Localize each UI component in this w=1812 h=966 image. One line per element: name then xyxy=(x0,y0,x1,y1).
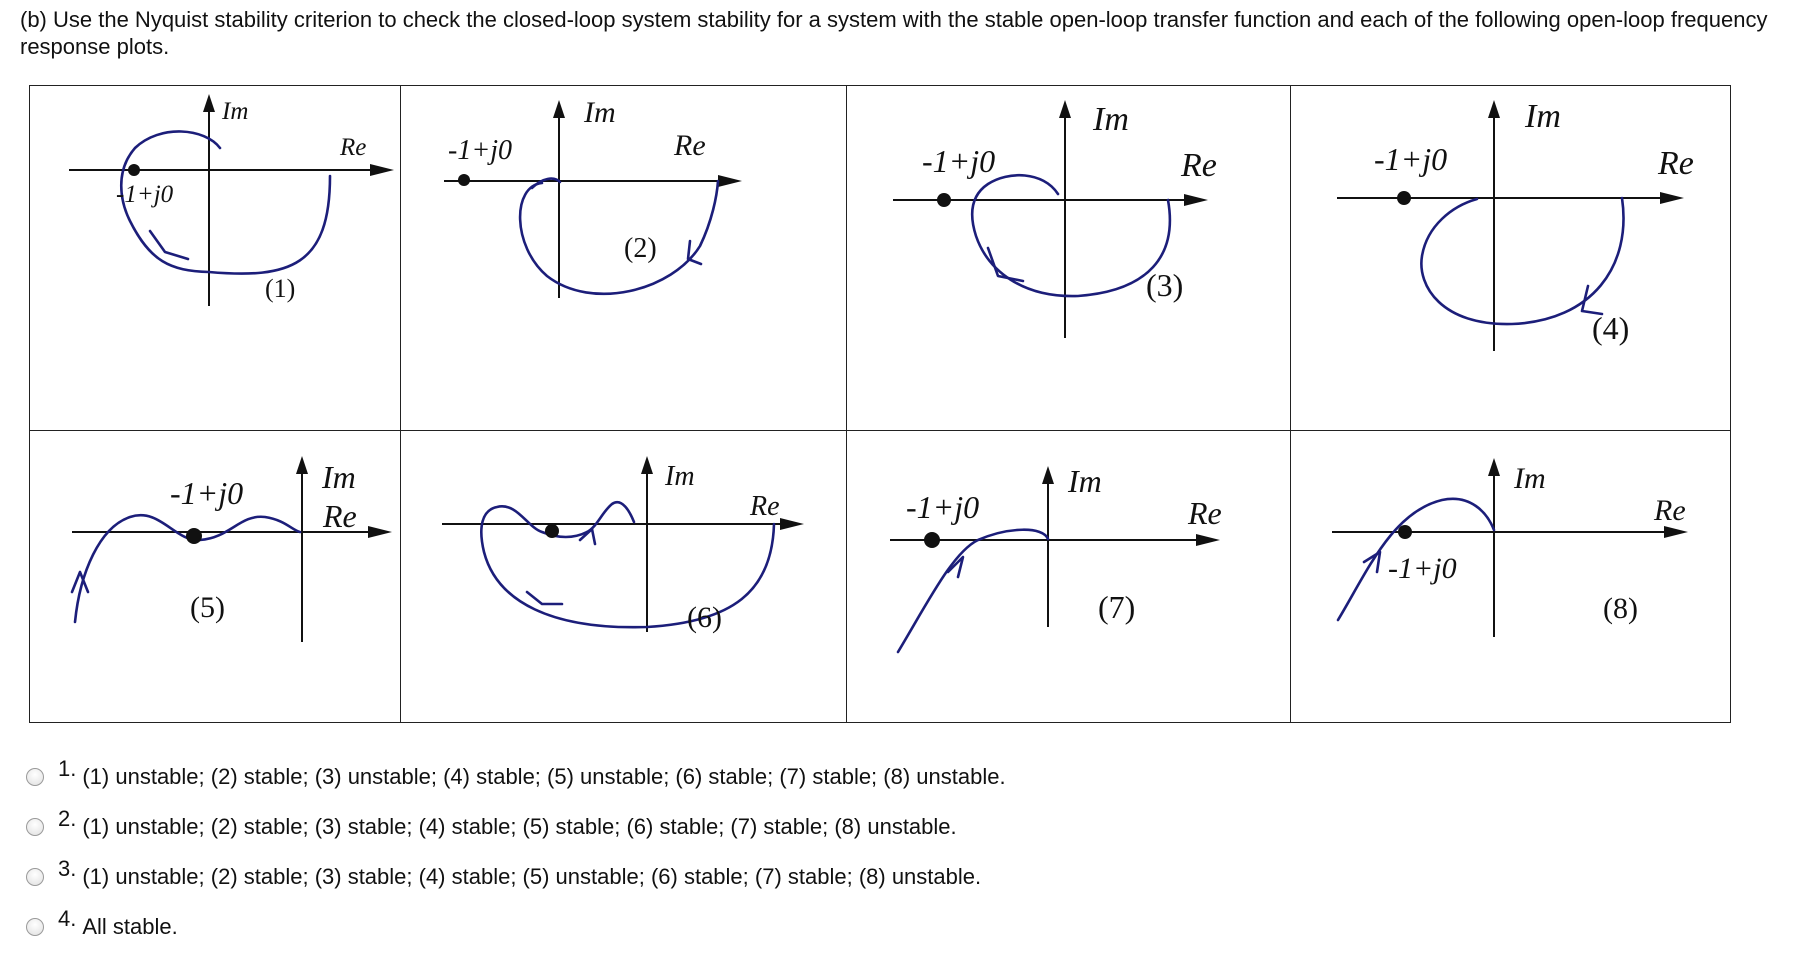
plot-5-im-label: Im xyxy=(322,459,356,495)
plot-7-number: (7) xyxy=(1098,589,1136,625)
plot-5-svg xyxy=(30,432,400,723)
option-number: 3. xyxy=(58,856,77,881)
plot-5-re-label: Re xyxy=(323,498,357,534)
radio-button[interactable] xyxy=(26,918,44,936)
nyquist-plot-3 xyxy=(848,86,1290,430)
plot-7-critical-point xyxy=(924,532,940,548)
plot-2-number: (2) xyxy=(624,233,657,264)
plot-8-re-label: Re xyxy=(1654,494,1686,527)
plot-3-number: (3) xyxy=(1146,267,1184,303)
nyquist-plot-4 xyxy=(1292,86,1731,430)
answer-option-1[interactable] xyxy=(26,752,1426,802)
plot-1-number: (1) xyxy=(265,274,296,303)
nyquist-plot-5 xyxy=(30,432,400,723)
plot-3-critical-point xyxy=(937,193,951,207)
plot-4-number: (4) xyxy=(1592,310,1630,346)
plot-6-number: (6) xyxy=(687,601,722,634)
radio-button[interactable] xyxy=(26,818,44,836)
plot-4-re-label: Re xyxy=(1658,145,1694,182)
radio-button[interactable] xyxy=(26,768,44,786)
plot-7-im-label: Im xyxy=(1068,463,1102,499)
option-text: (1) unstable; (2) stable; (3) stable; (4) stable; (5) unstable; (6) stable; (7) stable; (8) unstable. xyxy=(82,864,982,889)
question-text: (b) Use the Nyquist stability criterion to check the closed-loop system stability for a system with the stable open-loop transfer function and each of the following open-loop frequency response plots. xyxy=(20,7,1768,59)
nyquist-plot-2 xyxy=(402,86,846,430)
nyquist-plot-7 xyxy=(848,432,1290,723)
nyquist-plot-grid xyxy=(29,85,1731,723)
option-text: All stable. xyxy=(82,914,178,939)
plot-3-re-label: Re xyxy=(1181,147,1217,184)
plot-2-im-label: Im xyxy=(584,96,616,129)
plot-6-svg xyxy=(402,432,846,723)
grid-divider xyxy=(30,430,1730,431)
grid-divider xyxy=(1290,86,1291,722)
plot-8-number: (8) xyxy=(1603,592,1638,625)
plot-5-point-label: -1+j0 xyxy=(170,475,244,511)
option-number: 4. xyxy=(58,906,77,931)
plot-5-critical-point xyxy=(186,528,202,544)
answer-options xyxy=(26,752,1426,952)
plot-1-svg xyxy=(30,86,400,430)
answer-option-2[interactable] xyxy=(26,802,1426,852)
plot-1-re-label: Re xyxy=(340,134,367,161)
grid-divider xyxy=(846,86,847,722)
nyquist-plot-8 xyxy=(1292,432,1731,723)
answer-option-3[interactable] xyxy=(26,852,1426,902)
plot-6-critical-point xyxy=(545,524,559,538)
nyquist-plot-6 xyxy=(402,432,846,723)
grid-divider xyxy=(400,86,401,722)
plot-7-re-label: Re xyxy=(1188,495,1222,531)
plot-8-critical-point xyxy=(1398,525,1412,539)
plot-6-re-label: Re xyxy=(750,491,780,522)
plot-3-point-label: -1+j0 xyxy=(922,143,996,179)
plot-2-svg xyxy=(402,86,846,430)
plot-2-re-label: Re xyxy=(674,129,706,162)
plot-7-svg xyxy=(848,432,1290,723)
option-text: (1) unstable; (2) stable; (3) unstable; (4) stable; (5) unstable; (6) stable; (7) stable; (8) unstable. xyxy=(82,764,1006,789)
plot-3-im-label: Im xyxy=(1093,101,1129,138)
plot-2-point-label: -1+j0 xyxy=(448,135,512,166)
nyquist-plot-1 xyxy=(30,86,400,430)
answer-option-4[interactable] xyxy=(26,902,1426,952)
plot-7-point-label: -1+j0 xyxy=(906,489,980,525)
plot-8-im-label: Im xyxy=(1514,462,1546,495)
plot-5-number: (5) xyxy=(190,591,225,624)
plot-8-point-label: -1+j0 xyxy=(1388,552,1457,585)
plot-6-im-label: Im xyxy=(665,461,695,492)
option-number: 1. xyxy=(58,756,77,781)
plot-1-point-label: -1+j0 xyxy=(116,181,174,208)
plot-4-svg xyxy=(1292,86,1731,430)
plot-1-critical-point xyxy=(128,164,140,176)
plot-4-im-label: Im xyxy=(1525,98,1561,135)
option-number: 2. xyxy=(58,806,77,831)
plot-3-svg xyxy=(848,86,1290,430)
plot-8-svg xyxy=(1292,432,1731,723)
plot-1-im-label: Im xyxy=(222,98,249,125)
plot-2-critical-point xyxy=(458,174,470,186)
option-text: (1) unstable; (2) stable; (3) stable; (4) stable; (5) stable; (6) stable; (7) stable; (8) unstable. xyxy=(82,814,957,839)
radio-button[interactable] xyxy=(26,868,44,886)
plot-4-point-label: -1+j0 xyxy=(1374,141,1448,177)
plot-4-critical-point xyxy=(1397,191,1411,205)
